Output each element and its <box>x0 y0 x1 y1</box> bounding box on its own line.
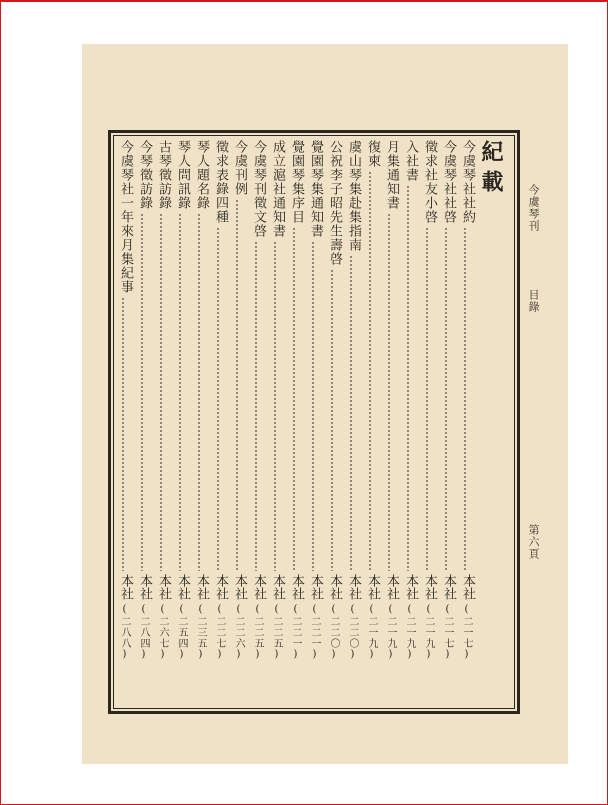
toc-entry-title: 今琴徵訪錄 <box>137 140 152 210</box>
toc-leader-dots <box>426 227 428 571</box>
toc-entry-title: 覺園琴集序目 <box>289 140 304 224</box>
toc-entry-title: 月集通知書 <box>384 140 399 210</box>
toc-leader-dots <box>369 171 371 571</box>
toc-entry-page: (二六七) <box>157 604 168 661</box>
toc-entry-title: 今虞琴社社啓 <box>441 140 456 224</box>
toc-entry-source: 本社 <box>422 574 437 600</box>
toc-leader-dots <box>350 255 352 571</box>
toc-leader-dots <box>464 227 466 571</box>
toc-entry-page: (二一九) <box>404 604 415 661</box>
toc-entry-page: (二二五) <box>252 604 263 661</box>
toc-entry-source: 本社 <box>384 574 399 600</box>
toc-entry-source: 本社 <box>137 574 152 600</box>
toc-entry-page: (二三五) <box>195 604 206 661</box>
toc-leader-dots <box>198 213 200 571</box>
toc-entry-source: 本社 <box>213 574 228 600</box>
toc-entry-page: (二一九) <box>385 604 396 661</box>
toc-entry-page: (二一七) <box>461 604 472 661</box>
toc-entry-source: 本社 <box>175 574 190 600</box>
toc-entry-title: 徵求表錄四種 <box>213 140 228 224</box>
toc-leader-dots <box>312 241 314 571</box>
toc-entry-title: 今虞琴社一年來月集紀事 <box>118 140 133 294</box>
toc-entry-source: 本社 <box>251 574 266 600</box>
toc-entry-source: 本社 <box>365 574 380 600</box>
toc-entry-source: 本社 <box>118 574 133 600</box>
toc-leader-dots <box>236 199 238 571</box>
toc-entry-page: (二二一) <box>309 604 320 661</box>
toc-leader-dots <box>217 227 219 571</box>
toc-leader-dots <box>160 213 162 571</box>
toc-entry-title: 今虞琴刊徵文啓 <box>251 140 266 238</box>
toc-entry-source: 本社 <box>289 574 304 600</box>
section-title: 紀載 <box>478 140 504 200</box>
toc-entry-title: 復柬 <box>365 140 380 168</box>
toc-entry-title: 公祝李子昭先生壽啓 <box>327 140 342 266</box>
scanned-page <box>82 44 568 764</box>
toc-entry-page: (二八四) <box>138 604 149 661</box>
toc-entry-source: 本社 <box>156 574 171 600</box>
toc-entry-title: 琴人題名錄 <box>194 140 209 210</box>
toc-entry-page: (二一九) <box>423 604 434 661</box>
toc-leader-dots <box>407 185 409 571</box>
toc-entry-title: 徵求社友小啓 <box>422 140 437 224</box>
toc-entry-title: 琴人問訊錄 <box>175 140 190 210</box>
toc-entry-source: 本社 <box>327 574 342 600</box>
toc-entry-source: 本社 <box>460 574 475 600</box>
toc-leader-dots <box>141 213 143 571</box>
toc-entry-title: 虞山琴集赴集指南 <box>346 140 361 252</box>
toc-leader-dots <box>445 227 447 571</box>
toc-entry-title: 今虞琴社社約 <box>460 140 475 224</box>
toc-entry-page: (二二六) <box>233 604 244 661</box>
toc-leader-dots <box>255 241 257 571</box>
toc-leader-dots <box>274 241 276 571</box>
toc-entry-source: 本社 <box>441 574 456 600</box>
toc-entry-page: (二一九) <box>366 604 377 661</box>
toc-leader-dots <box>179 213 181 571</box>
toc-entry-page: (二二五) <box>271 604 282 661</box>
toc-leader-dots <box>293 227 295 571</box>
toc-entry-source: 本社 <box>232 574 247 600</box>
viewer-frame-top <box>0 0 608 2</box>
toc-entry-title: 覺園琴集通知書 <box>308 140 323 238</box>
toc-entry-source: 本社 <box>346 574 361 600</box>
toc-entry-title: 成立滬社通知書 <box>270 140 285 238</box>
toc-entry-page: (二二〇) <box>347 604 358 661</box>
journal-title: 今虞琴刊 <box>527 184 540 232</box>
toc-entry-source: 本社 <box>194 574 209 600</box>
toc-leader-dots <box>122 297 124 571</box>
toc-entry-title: 古琴徵訪錄 <box>156 140 171 210</box>
toc-entry-source: 本社 <box>403 574 418 600</box>
toc-entry-page: (二一七) <box>442 604 453 661</box>
toc-entry-source: 本社 <box>308 574 323 600</box>
toc-entry-title: 入社書 <box>403 140 418 182</box>
toc-entry-page: (二二七) <box>214 604 225 661</box>
toc-entry-page: (二五四) <box>176 604 187 661</box>
toc-entry-page: (二二〇) <box>328 604 339 661</box>
toc-leader-dots <box>388 213 390 571</box>
toc-entry-source: 本社 <box>270 574 285 600</box>
toc-entry-page: (二八八) <box>119 604 130 661</box>
section-label: 目錄 <box>527 289 540 313</box>
toc-entry-page: (二二一) <box>290 604 301 661</box>
toc-leader-dots <box>331 269 333 571</box>
toc-entry-title: 今虞刊例 <box>232 140 247 196</box>
page-label: 第六頁 <box>527 524 540 560</box>
